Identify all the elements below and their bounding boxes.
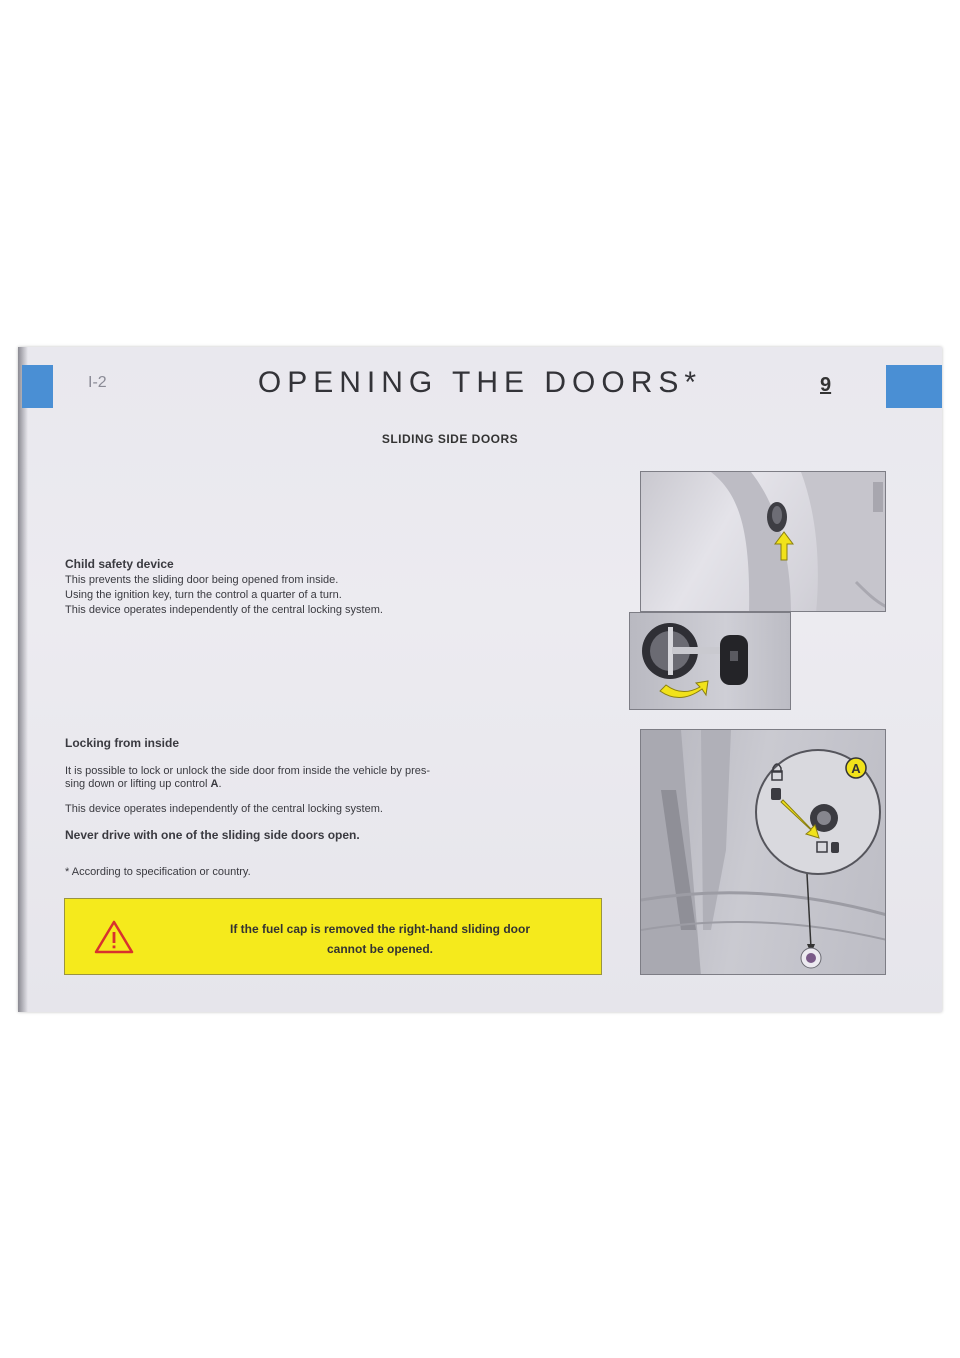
- control-a-illustration: [641, 730, 886, 975]
- warning-line-2: cannot be opened.: [326, 942, 433, 956]
- page-number: 9: [820, 374, 832, 396]
- locking-inside-line-2-text: sing down or lifting up control: [65, 778, 211, 790]
- child-safety-line-2: Using the ignition key, turn the control a quarter of a turn.: [65, 589, 342, 601]
- child-safety-heading: Child safety device: [65, 557, 174, 571]
- child-lock-illustration: [641, 472, 886, 612]
- locking-inside-line-2: [65, 778, 430, 791]
- locking-inside-line-3: This device operates independently of the central locking system.: [65, 803, 383, 815]
- section-title: SLIDING SIDE DOORS: [381, 432, 519, 446]
- control-a-label: A: [210, 778, 219, 790]
- child-safety-line-1: This prevents the sliding door being opened from inside.: [65, 574, 339, 586]
- ignition-key-inset: [629, 612, 791, 710]
- locking-inside-heading: Locking from inside: [65, 736, 180, 750]
- warning-triangle-icon: [93, 919, 135, 955]
- child-safety-text: [65, 573, 383, 618]
- warning-text: [175, 919, 585, 959]
- footnote: * According to specification or country.: [65, 866, 251, 878]
- locking-inside-line-2-end: .: [218, 778, 222, 790]
- page-section-id: I-2: [88, 374, 107, 391]
- never-drive-warning: Never drive with one of the sliding side doors open.: [65, 828, 360, 842]
- page-binding-shadow: [18, 347, 28, 1012]
- warning-line-1: If the fuel cap is removed the right-hand sliding door: [229, 922, 531, 936]
- page-title: OPENING THE DOORS*: [257, 366, 703, 399]
- control-a-photo: [640, 729, 886, 975]
- locking-inside-text: [65, 765, 430, 791]
- control-a-callout: A: [851, 761, 861, 776]
- ignition-key-illustration: [630, 613, 791, 710]
- locking-inside-line-1: It is possible to lock or unlock the side door from inside the vehicle by pres-: [65, 765, 431, 777]
- child-safety-line-3: This device operates independently of the central locking system.: [65, 604, 383, 616]
- warning-box: [64, 898, 602, 975]
- child-lock-photo: [640, 471, 886, 612]
